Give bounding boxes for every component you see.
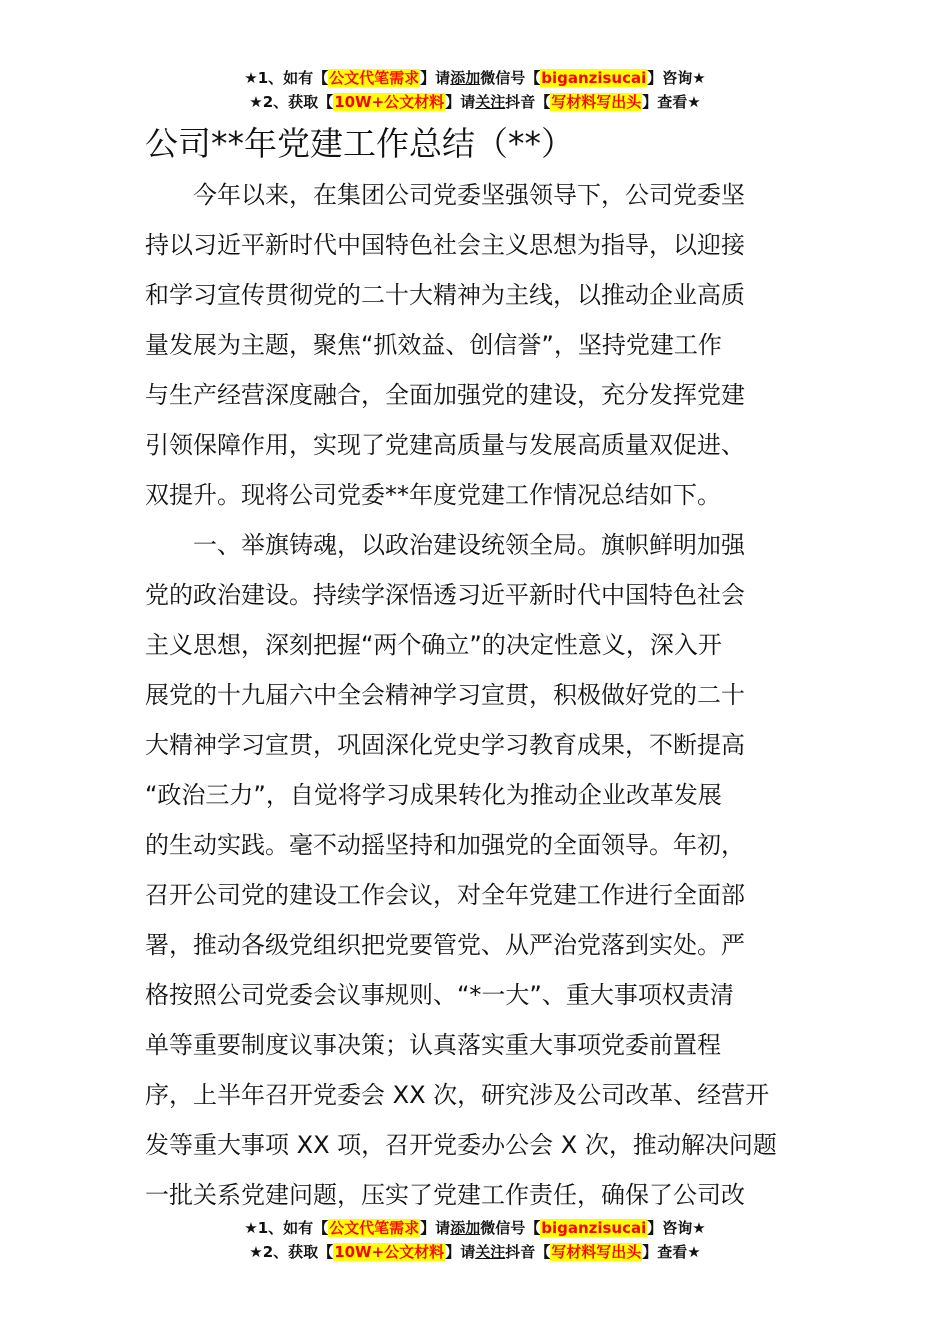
body-line: 引领保障作用，实现了党建高质量与发展高质量双促进、 — [145, 431, 745, 459]
body-line: 单等重要制度议事决策；认真落实重大事项党委前置程 — [145, 1031, 721, 1059]
body-line: 一批关系党建问题，压实了党建工作责任，确保了公司改 — [145, 1181, 745, 1209]
banner-text: 微信号【 — [480, 69, 541, 87]
banner-text: 抖音【 — [505, 1243, 551, 1261]
banner-text: 】请 — [420, 69, 451, 87]
banner-highlight-douyin: 写材料写出头 — [551, 93, 642, 111]
body-line: 量发展为主题，聚焦“抓效益、创信誉”，坚持党建工作 — [145, 331, 722, 359]
banner-text: 】查看★ — [642, 1243, 701, 1261]
body-line: 序，上半年召开党委会 XX 次，研究涉及公司改革、经营开 — [145, 1081, 770, 1109]
banner-text: 】查看★ — [642, 93, 701, 111]
banner-highlight-wechat-id: biganzisucai — [541, 1219, 647, 1237]
header-banner — [0, 66, 950, 114]
banner-highlight-service: 公文代笔需求 — [329, 1219, 420, 1237]
banner-line-2 — [0, 1240, 950, 1264]
banner-line-1 — [0, 1216, 950, 1240]
banner-highlight-wechat-id: biganzisucai — [541, 69, 647, 87]
body-line: 主义思想，深刻把握“两个确立”的决定性意义，深入开 — [145, 631, 722, 659]
banner-text: ★2、获取【 — [249, 1243, 334, 1261]
body-line: 一、举旗铸魂，以政治建设统领全局。旗帜鲜明加强 — [193, 531, 745, 559]
body-line: “政治三力”，自觉将学习成果转化为推动企业改革发展 — [145, 781, 722, 809]
body-line: 持以习近平新时代中国特色社会主义思想为指导，以迎接 — [145, 231, 745, 259]
banner-text: 】请 — [445, 93, 476, 111]
body-line: 和学习宣传贯彻党的二十大精神为主线，以推动企业高质 — [145, 281, 745, 309]
banner-emphasis: 关注 — [475, 1243, 506, 1261]
banner-highlight-materials: 10W+公文材料 — [334, 93, 445, 111]
body-line: 双提升。现将公司党委**年度党建工作情况总结如下。 — [145, 481, 721, 509]
banner-emphasis: 关注 — [475, 93, 506, 111]
banner-highlight-douyin: 写材料写出头 — [551, 1243, 642, 1261]
body-line: 召开公司党的建设工作会议，对全年党建工作进行全面部 — [145, 881, 745, 909]
banner-text: 微信号【 — [480, 1219, 541, 1237]
banner-text: ★1、如有【 — [244, 1219, 329, 1237]
body-line: 大精神学习宣贯，巩固深化党史学习教育成果，不断提高 — [145, 731, 745, 759]
body-line: 署，推动各级党组织把党要管党、从严治党落到实处。严 — [145, 931, 745, 959]
banner-text: 抖音【 — [505, 93, 551, 111]
document-body — [145, 170, 805, 1220]
banner-text: ★1、如有【 — [244, 69, 329, 87]
banner-text: 】咨询★ — [647, 69, 706, 87]
banner-text: ★2、获取【 — [249, 93, 334, 111]
body-line: 今年以来，在集团公司党委坚强领导下，公司党委坚 — [193, 181, 745, 209]
banner-text: 】咨询★ — [647, 1219, 706, 1237]
banner-highlight-service: 公文代笔需求 — [329, 69, 420, 87]
body-line: 的生动实践。毫不动摇坚持和加强党的全面领导。年初， — [145, 831, 745, 859]
banner-text: 】请 — [445, 1243, 476, 1261]
banner-emphasis: 添加 — [450, 69, 481, 87]
banner-line-1 — [0, 66, 950, 90]
banner-text: 】请 — [420, 1219, 451, 1237]
banner-highlight-materials: 10W+公文材料 — [334, 1243, 445, 1261]
body-line: 格按照公司党委会议事规则、“*一大”、重大事项权责清 — [145, 981, 734, 1009]
body-line: 展党的十九届六中全会精神学习宣贯，积极做好党的二十 — [145, 681, 745, 709]
body-line: 发等重大事项 XX 项，召开党委办公会 X 次，推动解决问题 — [145, 1131, 777, 1159]
body-line: 党的政治建设。持续学深悟透习近平新时代中国特色社会 — [145, 581, 745, 609]
banner-emphasis: 添加 — [450, 1219, 481, 1237]
banner-line-2 — [0, 90, 950, 114]
footer-banner — [0, 1216, 950, 1264]
document-title: 公司**年党建工作总结（**） — [145, 124, 574, 163]
body-line: 与生产经营深度融合，全面加强党的建设，充分发挥党建 — [145, 381, 745, 409]
